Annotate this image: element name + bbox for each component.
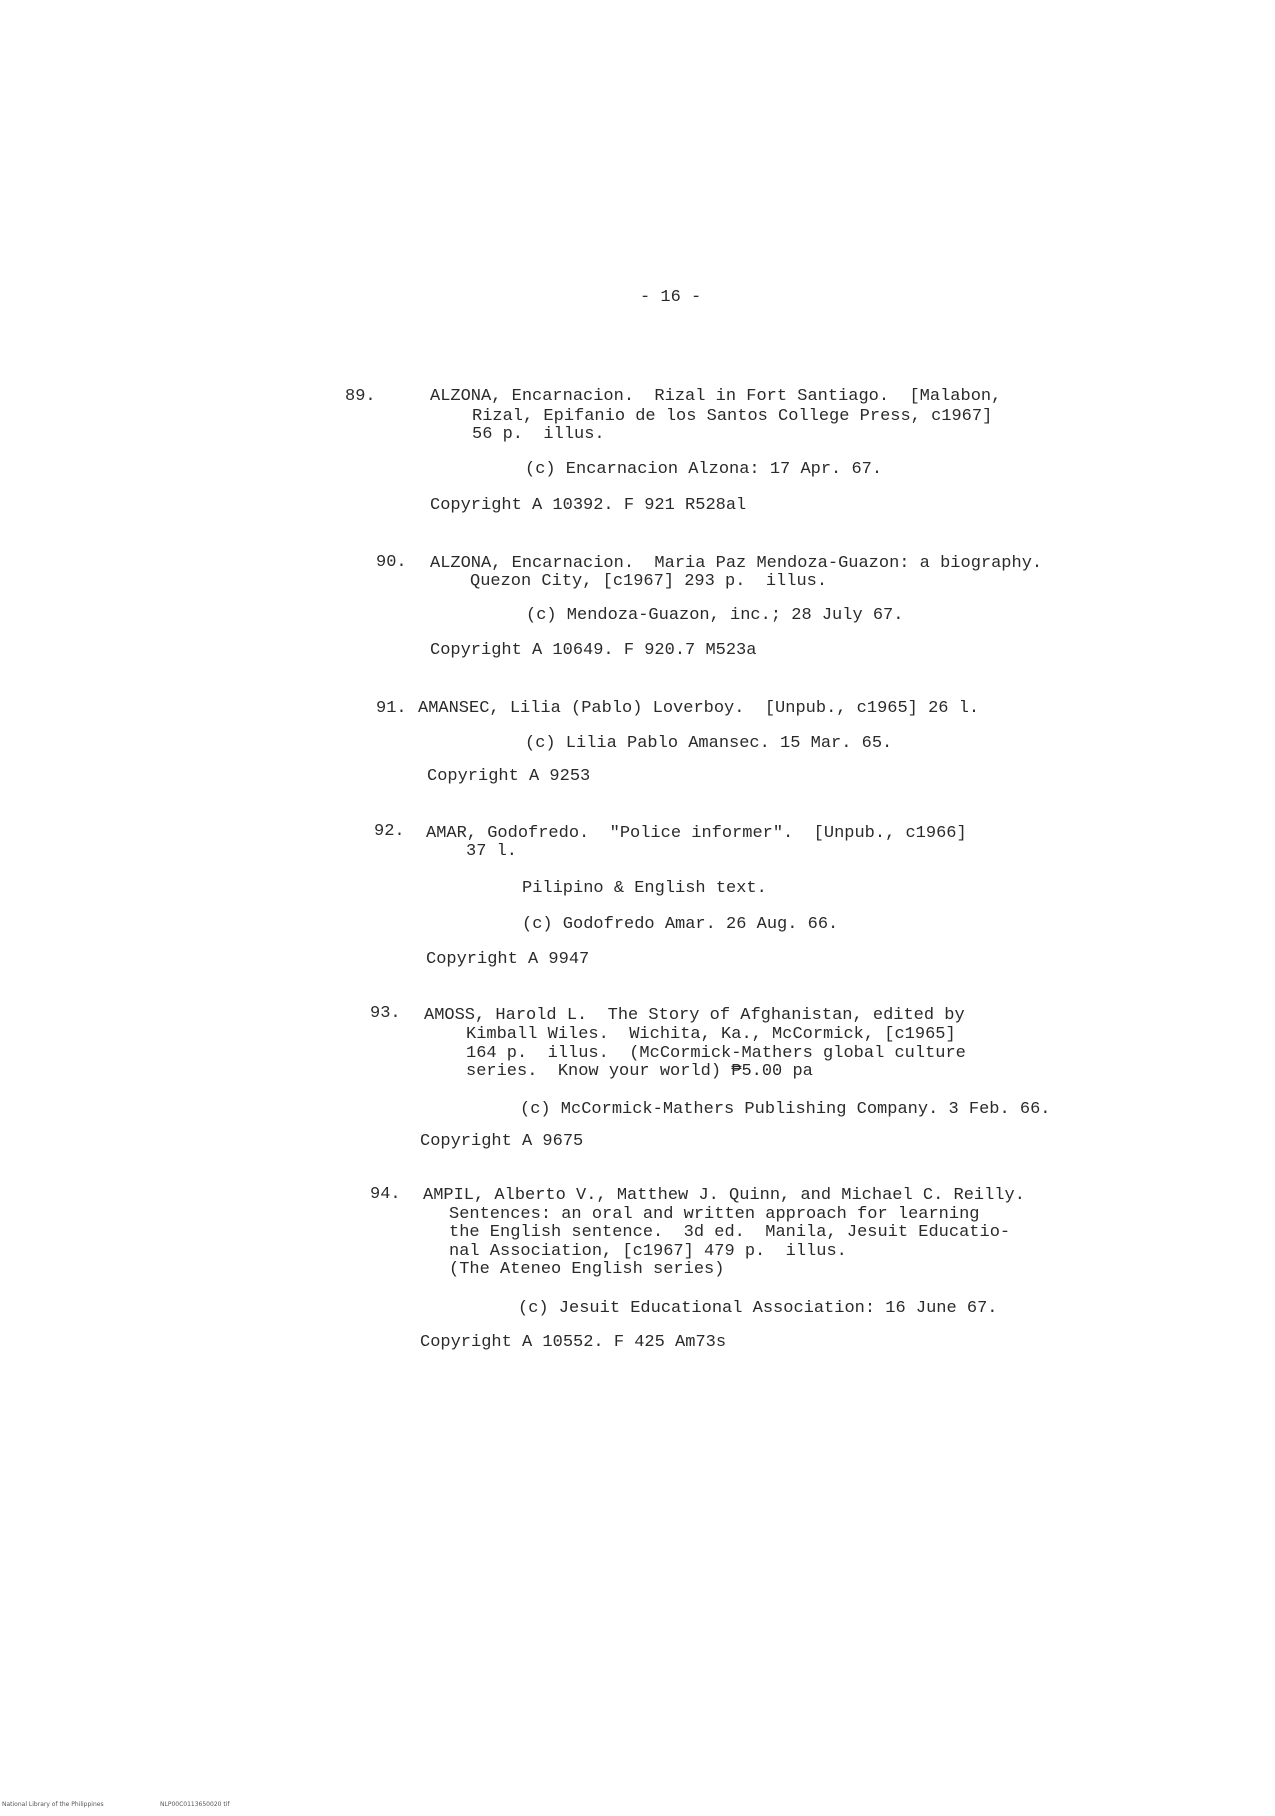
claimant-line: (c) Jesuit Educational Association: 16 June 67.: [518, 1299, 998, 1318]
note-line: Pilipino & English text.: [522, 879, 767, 898]
page-number: - 16 -: [640, 288, 702, 307]
entry-title-line: 164 p. illus. (McCormick-Mathers global culture: [466, 1044, 966, 1063]
entry-title-line: (The Ateneo English series): [449, 1260, 725, 1279]
entry-title-line: AMANSEC, Lilia (Pablo) Loverboy. [Unpub., c1965] 26 l.: [418, 699, 980, 718]
entry-title-line: 37 l.: [466, 842, 518, 861]
entry-title-line: Rizal, Epifanio de los Santos College Press, c1967]: [472, 407, 993, 426]
copyright-line: Copyright A 9675: [420, 1132, 584, 1151]
entry-title-line: ALZONA, Encarnacion. Rizal in Fort Santiago. [Malabon,: [430, 387, 1002, 406]
footer-library-name: National Library of the Philippines: [2, 1801, 104, 1808]
entry-number: 89.: [345, 387, 376, 406]
claimant-line: (c) Mendoza-Guazon, inc.; 28 July 67.: [526, 606, 904, 625]
entry-title-line: the English sentence. 3d ed. Manila, Jesuit Educatio-: [449, 1223, 1011, 1242]
copyright-line: Copyright A 10649. F 920.7 M523a: [430, 641, 757, 660]
entry-number: 92.: [374, 822, 405, 841]
entry-title-line: AMPIL, Alberto V., Matthew J. Quinn, and Michael C. Reilly.: [423, 1186, 1025, 1205]
entry-title-line: 56 p. illus.: [472, 425, 605, 444]
entry-title-line: ALZONA, Encarnacion. Maria Paz Mendoza-Guazon: a biography.: [430, 554, 1043, 573]
footer-file-id: NLP00C0113650020 tif: [160, 1801, 230, 1808]
copyright-line: Copyright A 10552. F 425 Am73s: [420, 1333, 727, 1352]
entry-title-line: nal Association, [c1967] 479 p. illus.: [449, 1242, 847, 1261]
entry-title-line: Kimball Wiles. Wichita, Ka., McCormick, [c1965]: [466, 1025, 956, 1044]
entry-number: 93.: [370, 1004, 401, 1023]
copyright-line: Copyright A 9253: [427, 767, 591, 786]
claimant-line: (c) McCormick-Mathers Publishing Company. 3 Feb. 66.: [520, 1100, 1051, 1119]
copyright-line: Copyright A 9947: [426, 950, 590, 969]
claimant-line: (c) Godofredo Amar. 26 Aug. 66.: [522, 915, 839, 934]
entry-number: 90.: [376, 553, 407, 572]
entry-number: 94.: [370, 1185, 401, 1204]
entry-title-line: Quezon City, [c1967] 293 p. illus.: [470, 572, 828, 591]
entry-title-line: AMOSS, Harold L. The Story of Afghanistan, edited by: [424, 1006, 965, 1025]
entry-title-line: AMAR, Godofredo. "Police informer". [Unpub., c1966]: [426, 824, 967, 843]
entry-title-line: series. Know your world) ₱5.00 pa: [466, 1062, 813, 1081]
copyright-line: Copyright A 10392. F 921 R528al: [430, 496, 747, 515]
claimant-line: (c) Encarnacion Alzona: 17 Apr. 67.: [525, 460, 883, 479]
entry-title-line: Sentences: an oral and written approach for learning: [449, 1205, 980, 1224]
claimant-line: (c) Lilia Pablo Amansec. 15 Mar. 65.: [525, 734, 893, 753]
entry-number: 91.: [376, 699, 407, 718]
